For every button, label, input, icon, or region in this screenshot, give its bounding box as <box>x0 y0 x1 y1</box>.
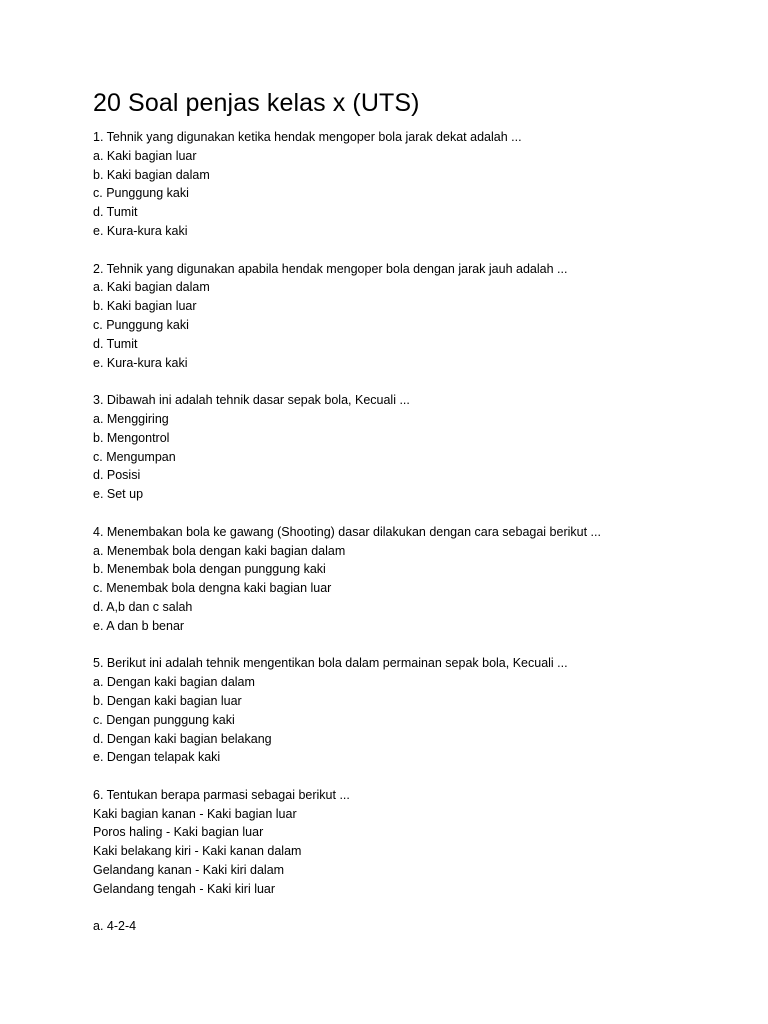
formation-statement: Kaki belakang kiri - Kaki kanan dalam <box>93 844 302 859</box>
answer-option: a. 4-2-4 <box>93 919 137 934</box>
answer-option: e. Dengan telapak kaki <box>93 750 221 765</box>
question-block-3 <box>93 391 733 504</box>
answer-option: b. Menembak bola dengan punggung kaki <box>93 562 326 577</box>
question-block-5 <box>93 654 733 767</box>
answer-option: e. Kura-kura kaki <box>93 223 188 238</box>
question-text: 5. Berikut ini adalah tehnik mengentikan bola dalam permainan sepak bola, Kecuali ... <box>93 656 568 671</box>
question-block-1 <box>93 128 733 241</box>
answer-option: c. Mengumpan <box>93 449 176 464</box>
question-block-6 <box>93 786 733 936</box>
answer-option: b. Dengan kaki bagian luar <box>93 693 242 708</box>
spacer <box>93 504 733 523</box>
document-title: 20 Soal penjas kelas x (UTS) <box>93 89 420 117</box>
spacer <box>93 241 733 260</box>
answer-option: a. Menggiring <box>93 411 169 426</box>
answer-option: e. A dan b benar <box>93 618 185 633</box>
answer-option: c. Punggung kaki <box>93 186 189 201</box>
formation-statement: Poros haling - Kaki bagian luar <box>93 825 264 840</box>
answer-option: a. Dengan kaki bagian dalam <box>93 675 255 690</box>
formation-statement: Kaki bagian kanan - Kaki bagian luar <box>93 806 297 821</box>
answer-option: d. Tumit <box>93 205 138 220</box>
spacer <box>93 372 733 391</box>
answer-option: d. Tumit <box>93 336 138 351</box>
answer-option: c. Punggung kaki <box>93 317 189 332</box>
question-text: 4. Menembakan bola ke gawang (Shooting) dasar dilakukan dengan cara sebagai berikut ... <box>93 524 601 539</box>
answer-option: a. Kaki bagian luar <box>93 148 197 163</box>
answer-option: e. Set up <box>93 487 144 502</box>
answer-option: b. Mengontrol <box>93 430 170 445</box>
answer-option: b. Kaki bagian dalam <box>93 167 210 182</box>
question-text: 2. Tehnik yang digunakan apabila hendak mengoper bola dengan jarak jauh adalah ... <box>93 261 568 276</box>
question-text: 3. Dibawah ini adalah tehnik dasar sepak bola, Kecuali ... <box>93 393 410 408</box>
spacer <box>93 899 733 918</box>
answer-option: d. Dengan kaki bagian belakang <box>93 731 272 746</box>
answer-option: a. Menembak bola dengan kaki bagian dalam <box>93 543 346 558</box>
answer-option: e. Kura-kura kaki <box>93 355 188 370</box>
question-block-2 <box>93 260 733 373</box>
spacer <box>93 767 733 786</box>
document-page <box>93 86 733 936</box>
answer-option: c. Menembak bola dengna kaki bagian luar <box>93 581 332 596</box>
answer-option: d. A,b dan c salah <box>93 599 193 614</box>
formation-statement: Gelandang kanan - Kaki kiri dalam <box>93 863 285 878</box>
answer-option: c. Dengan punggung kaki <box>93 712 235 727</box>
answer-option: b. Kaki bagian luar <box>93 299 197 314</box>
answer-option: a. Kaki bagian dalam <box>93 280 210 295</box>
spacer <box>93 636 733 655</box>
question-text: 1. Tehnik yang digunakan ketika hendak mengoper bola jarak dekat adalah ... <box>93 130 522 144</box>
answer-option: d. Posisi <box>93 468 141 483</box>
question-block-4 <box>93 523 733 636</box>
question-text: 6. Tentukan berapa parmasi sebagai berikut ... <box>93 787 350 802</box>
formation-statement: Gelandang tengah - Kaki kiri luar <box>93 881 276 896</box>
